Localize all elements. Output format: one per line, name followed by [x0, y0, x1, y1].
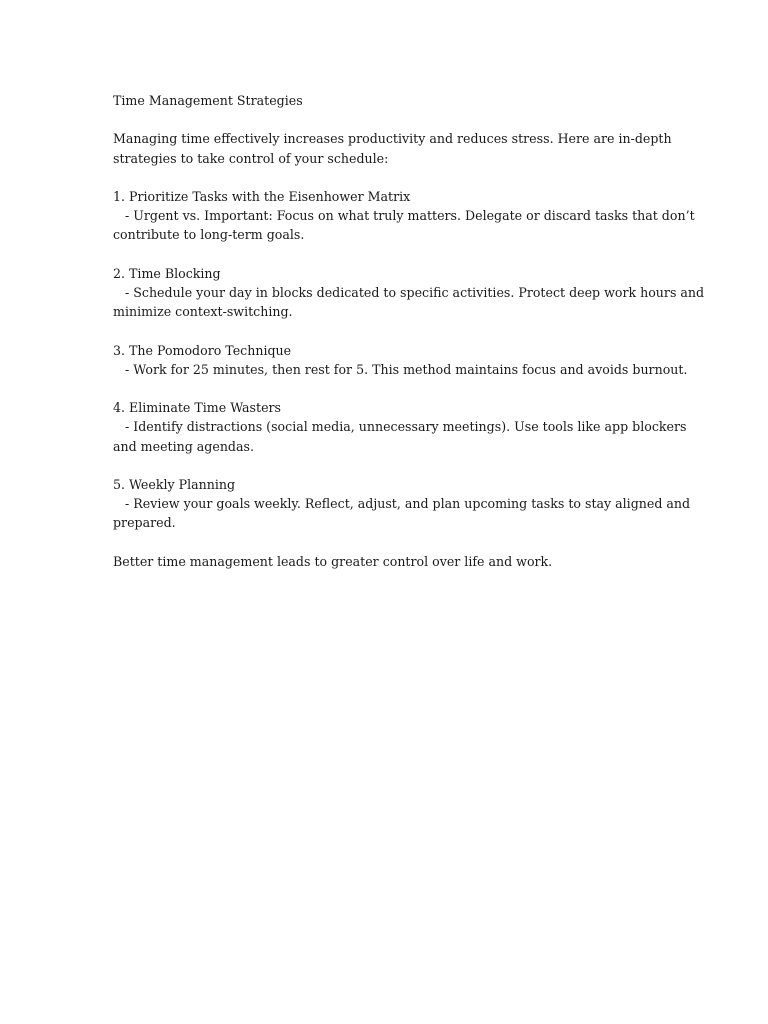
section-heading: 5. Weekly Planning: [113, 476, 236, 492]
conclusion-paragraph: [113, 552, 673, 571]
title-text: Time Management Strategies: [113, 93, 303, 108]
document-page: [113, 91, 705, 590]
section-time-blocking: [113, 264, 705, 322]
section-time-wasters: [113, 398, 687, 456]
section-heading: 1. Prioritize Tasks with the Eisenhower Matrix: [113, 188, 411, 204]
document-title: [113, 91, 673, 110]
section-weekly-planning: [113, 475, 691, 533]
section-body-line: prepared.: [113, 515, 176, 531]
section-body-line: - Review your goals weekly. Reflect, adjust, and plan upcoming tasks to stay aligned and: [113, 496, 691, 512]
intro-paragraph: [113, 129, 673, 167]
section-pomodoro: [113, 341, 688, 379]
section-body-line: minimize context-switching.: [113, 304, 293, 320]
section-body-line: - Schedule your day in blocks dedicated to specific activities. Protect deep work hours and: [113, 284, 705, 300]
intro-line: Managing time effectively increases productivity and reduces stress. Here are in-depth: [113, 131, 672, 147]
section-body-line: - Urgent vs. Important: Focus on what truly matters. Delegate or discard tasks that don’t: [113, 208, 695, 224]
section-heading: 2. Time Blocking: [113, 265, 221, 281]
section-body-line: - Identify distractions (social media, unnecessary meetings). Use tools like app blockers: [113, 419, 687, 435]
section-prioritize: [113, 187, 695, 245]
section-heading: 4. Eliminate Time Wasters: [113, 400, 282, 416]
section-body-line: and meeting agendas.: [113, 438, 254, 454]
conclusion-text: Better time management leads to greater control over life and work.: [113, 553, 553, 569]
section-heading: 3. The Pomodoro Technique: [113, 342, 292, 358]
intro-line: strategies to take control of your schedule:: [113, 150, 389, 166]
section-body-line: contribute to long-term goals.: [113, 227, 305, 243]
section-body-line: - Work for 25 minutes, then rest for 5. This method maintains focus and avoids burnout.: [113, 361, 688, 377]
